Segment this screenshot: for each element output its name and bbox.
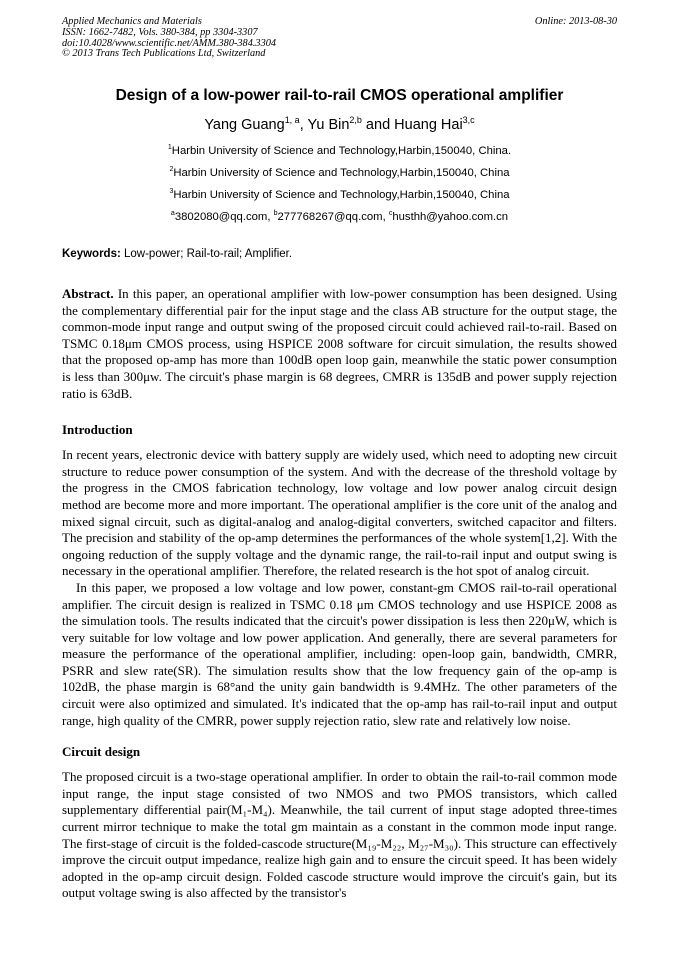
copyright-line: © 2013 Trans Tech Publications Ltd, Switzerland [62, 48, 266, 60]
publication-info [62, 17, 276, 60]
authors-line [62, 117, 617, 133]
affiliation-text: Harbin University of Science and Technology,Harbin,150040, China [173, 167, 510, 179]
affiliation-text: Harbin University of Science and Technology,Harbin,150040, China. [171, 145, 512, 157]
affiliation-line [62, 162, 617, 184]
author-sup: 3,c [462, 115, 475, 126]
online-date: Online: 2013-08-30 [534, 16, 617, 27]
email-sup: b [273, 210, 278, 218]
introduction-paragraph-2: In this paper, we proposed a low voltage and low power, constant-gm CMOS rail-to-rail operational amplifier. The circuit design is realized in TSMC 0.18 μm CMOS technology and use HSPICE 2008 as the simulation tools. The results indicated that the circuit's power dissipation is less then 220μW, which is very suitable for low voltage and low power application. And generally, there are several parameters for measure the performance of the operational amplifier, including: open-loop gain, bandwidth, CMRR, PSRR and slew rate(SR). The simulation results show that the low frequency gain of the op-amp is 102dB, the phase margin is 68°and the unity gain bandwidth is 9.4MHz. The other parameters of the circuit were also optimized and simulated. It's indicated that the op-amp has rail-to-rail input and output range, high quality of the CMRR, power supply rejection ratio, slew rate and relatively low noise. [62, 579, 617, 728]
paper-title: Design of a low-power rail-to-rail CMOS operational amplifier [115, 87, 564, 105]
author-sup: 1, a [284, 115, 300, 126]
issn-line: ISSN: 1662-7482, Vols. 380-384, pp 3304-3307 [62, 26, 258, 38]
affiliation-line [62, 184, 617, 206]
email-text: husthh@yahoo.com.cn [392, 211, 509, 223]
author-sup: 2,b [349, 115, 362, 126]
abstract-text: In this paper, an operational amplifier with low-power consumption has been designed. Using the complementary differential pair for the input stage and the class AB structure for the output stage, the common-mode input range and output swing of the proposed circuit could achieved rail-to-rail. Based on TSMC 0.18μm CMOS process, using HSPICE 2008 software for circuit simulation, the results showed that the proposed op-amp has more than 100dB open loop gain, meanwhile the static power consumption is less than 300μw. The circuit's phase margin is 68 degrees, CMRR is 135dB and power supply rejection ratio is 63dB. [62, 286, 617, 401]
author-separator: , [299, 117, 308, 133]
author [204, 117, 299, 133]
author-name: Yu Bin [307, 117, 350, 133]
journal-header [62, 17, 617, 60]
email-text: 3802080@qq.com, [174, 211, 274, 223]
email-sup: a [170, 210, 175, 218]
abstract-label: Abstract. [62, 286, 114, 301]
author [394, 117, 475, 133]
keywords-line [62, 248, 617, 260]
affiliation-text: Harbin University of Science and Technology,Harbin,150040, China [173, 189, 510, 201]
author [307, 117, 361, 133]
affiliations-block [62, 140, 617, 228]
section-heading-introduction: Introduction [62, 422, 133, 438]
author-name: Huang Hai [394, 117, 463, 133]
affiliation-sup: 2 [169, 166, 174, 174]
journal-name: Applied Mechanics and Materials [62, 16, 202, 27]
email-sup: c [388, 210, 393, 218]
doi-line: doi:10.4028/www.scientific.net/AMM.380-384.3304 [62, 37, 277, 49]
emails-line [62, 206, 617, 228]
email-text: 277768267@qq.com, [277, 211, 389, 223]
author-separator: and [361, 117, 395, 133]
circuit-design-paragraph: The proposed circuit is a two-stage operational amplifier. In order to obtain the rail-to-rail common mode input range, the input stage consisted of two NMOS and two PMOS transistors, which called supplementary differential pair(M₁-M₄). Meanwhile, the tail current of input stage adopted three-times current mirror technique to make the total gm maintain as a constant in the common mode input range. The first-stage of circuit is the folded-cascode structure(M₁₉-M₂₂, M₂₇-M₃₀). This structure can effectively improve the circuit output impedance, realize high gain and to ensure the circuit speed. It has been widely adopted in the op-amp circuit design. Folded cascode structure would improve the circuit's gain, but its output voltage swing is also affected by the transistor's [62, 769, 617, 901]
keywords-label: Keywords: [62, 248, 121, 260]
keywords-text: Low-power; Rail-to-rail; Amplifier. [120, 248, 293, 260]
affiliation-line [62, 140, 617, 162]
introduction-paragraph-1: In recent years, electronic device with battery supply are widely used, which need to adopting new circuit structure to reduce power consumption of the system. And with the decrease of the threshold voltage by the progress in the CMOS fabrication technology, low voltage and low power analog circuit design method are become more and more important. The operational amplifier is the core unit of the analog and mixed signal circuit, such as digital-analog and analog-digital converters, switched capacitor and filters. The precision and stability of the op-amp determines the performances of the whole system[1,2]. With the ongoing reduction of the supply voltage and the dynamic range, the rail-to-rail input and output swing is necessary in the operational amplifier. Therefore, the related research is the hot spot of analog circuit. [62, 447, 617, 579]
affiliation-sup: 3 [169, 188, 174, 196]
abstract-paragraph [62, 286, 617, 402]
section-heading-circuit-design: Circuit design [62, 744, 141, 760]
author-name: Yang Guang [204, 117, 285, 133]
affiliation-sup: 1 [167, 144, 172, 152]
